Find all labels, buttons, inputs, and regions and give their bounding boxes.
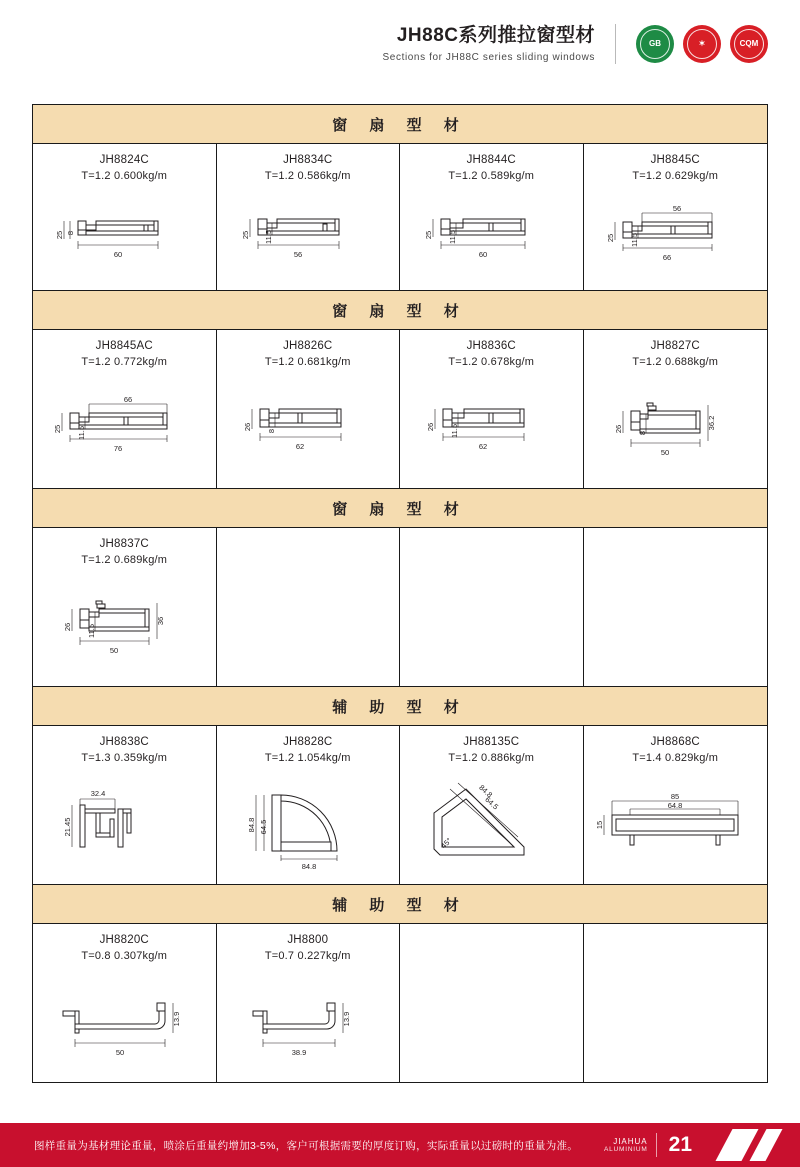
dim-width: 50: [110, 646, 119, 655]
profile-cell-jh8820c[interactable]: [33, 924, 217, 1082]
profile-spec: T=0.8 0.307kg/m: [81, 950, 168, 962]
profile-cell-jh88135c[interactable]: [400, 726, 584, 884]
profile-code: JH8845C: [650, 154, 700, 166]
dim-width: 60: [114, 250, 123, 259]
dim-width: 32.4: [90, 789, 106, 798]
dim-height2: 64.5: [258, 819, 268, 835]
dim-angle: 45°: [439, 836, 454, 851]
profile-code: JH8834C: [283, 154, 333, 166]
iso-certification-logo: ✶: [683, 25, 721, 63]
profile-code: JH8826C: [283, 340, 333, 352]
profile-figure: [221, 962, 396, 1076]
cqm-certification-logo: CQM: [730, 25, 768, 63]
dim-height: 26: [614, 424, 624, 434]
dim-height2: 11.5: [450, 423, 460, 439]
profile-spec: T=1.2 0.681kg/m: [264, 356, 351, 368]
certification-logos: [636, 25, 768, 63]
profile-figure: [404, 764, 579, 878]
dim-height: 13.9: [172, 1011, 182, 1027]
profile-cell-jh8824c[interactable]: [33, 144, 217, 290]
dim-width2: 64.8: [667, 801, 683, 810]
profile-figure: [37, 368, 212, 482]
brand-subtitle: ALUMINIUM: [603, 1145, 648, 1153]
page-title-cn: JH88C系列推拉窗型材: [396, 24, 595, 46]
dim-top-width: 56: [673, 204, 682, 213]
profile-figure: [37, 566, 212, 680]
dim-height2: 8: [266, 428, 276, 434]
profile-cell-empty-4: [400, 924, 584, 1082]
dim-width: 84.8: [301, 862, 317, 871]
profile-cell-jh8845ac[interactable]: [33, 330, 217, 488]
profile-sheet: [32, 104, 768, 1083]
profile-cell-jh8834c[interactable]: [217, 144, 401, 290]
profile-figure: [37, 962, 212, 1076]
dim-width: 62: [479, 442, 488, 451]
header-titles: [383, 25, 595, 64]
profile-cell-jh8837c[interactable]: [33, 528, 217, 686]
dim-height: 15: [595, 820, 605, 830]
dim-height2: 11.5: [77, 425, 87, 441]
profile-figure: [37, 764, 212, 878]
dim-height: 26: [242, 422, 252, 432]
profile-code: JH8868C: [650, 736, 700, 748]
dim-width: 50: [661, 448, 670, 457]
profile-spec: T=1.2 0.689kg/m: [81, 554, 168, 566]
profile-figure: [221, 368, 396, 482]
page-title-en: Sections for JH88C series sliding windows: [382, 52, 595, 64]
profile-cell-jh8844c[interactable]: [400, 144, 584, 290]
profile-spec: T=1.2 0.589kg/m: [448, 170, 535, 182]
dim-width: 56: [293, 250, 302, 259]
profile-row-3: [33, 528, 767, 686]
section-band-3: 窗 扇 型 材: [33, 488, 767, 528]
profile-row-1: [33, 144, 767, 290]
profile-spec: T=1.3 0.359kg/m: [81, 752, 168, 764]
profile-row-5: [33, 924, 767, 1082]
dim-width: 66: [663, 253, 672, 262]
profile-spec: T=1.2 0.688kg/m: [632, 356, 719, 368]
profile-cell-empty-5: [584, 924, 768, 1082]
footer-brand: [604, 1133, 714, 1157]
dim-height: 25: [606, 233, 616, 243]
page-header: [0, 0, 800, 92]
dim-top-width: 66: [124, 395, 133, 404]
gb-certification-logo: GB: [636, 25, 674, 63]
dim-height: 25: [55, 230, 65, 240]
profile-row-2: [33, 330, 767, 488]
dim-width2: 64.5: [483, 794, 501, 812]
profile-cell-jh8827c[interactable]: [584, 330, 768, 488]
profile-code: JH8827C: [650, 340, 700, 352]
profile-spec: T=1.2 0.772kg/m: [81, 356, 168, 368]
profile-code: JH8845AC: [95, 340, 153, 352]
dim-height2: 11.5: [263, 229, 273, 245]
dim-height: 21.45: [63, 817, 73, 837]
dim-height: 25: [53, 424, 63, 434]
profile-figure: [404, 368, 579, 482]
profile-spec: T=1.2 0.586kg/m: [264, 170, 351, 182]
dim-width: 84.8: [477, 782, 495, 800]
header-divider: [615, 24, 616, 64]
profile-spec: T=1.2 0.600kg/m: [81, 170, 168, 182]
brand-divider: [656, 1133, 657, 1157]
profile-spec: T=1.2 0.678kg/m: [448, 356, 535, 368]
dim-height2: 11.5: [448, 229, 458, 245]
profile-cell-jh8838c[interactable]: [33, 726, 217, 884]
page-footer: [0, 1123, 800, 1167]
profile-code: JH8838C: [99, 736, 149, 748]
dim-height2: 8: [66, 230, 76, 236]
footer-note: 图样重量为基材理论重量，喷涂后重量约增加3-5%，客户可根据需要的厚度订购，实际重量以过磅时的重量为准。: [34, 1139, 579, 1152]
dim-width: 62: [295, 442, 304, 451]
profile-cell-empty-1: [217, 528, 401, 686]
dim-height2: 8: [638, 430, 648, 436]
dim-height2: 11.5: [87, 623, 97, 639]
dim-right-height: 36: [156, 616, 166, 626]
brand-swoosh-icon: [714, 1123, 800, 1167]
profile-figure: [221, 182, 396, 284]
profile-cell-jh8845c[interactable]: [584, 144, 768, 290]
profile-code: JH8836C: [466, 340, 516, 352]
dim-width: 76: [114, 444, 123, 453]
section-band-1: 窗 扇 型 材: [33, 105, 767, 144]
profile-cell-empty-3: [584, 528, 768, 686]
dim-width: 85: [671, 792, 680, 801]
profile-cell-jh8836c[interactable]: [400, 330, 584, 488]
profile-spec: T=1.2 0.629kg/m: [632, 170, 719, 182]
profile-cell-jh8828c[interactable]: [217, 726, 401, 884]
profile-code: JH8844C: [466, 154, 516, 166]
profile-figure: [37, 182, 212, 284]
profile-cell-jh8826c[interactable]: [217, 330, 401, 488]
dim-height: 25: [424, 230, 434, 240]
section-band-4: 辅 助 型 材: [33, 686, 767, 726]
profile-figure: [588, 368, 764, 482]
profile-code: JH8824C: [99, 154, 149, 166]
profile-code: JH8837C: [99, 538, 149, 550]
profile-figure: [588, 764, 764, 878]
profile-cell-empty-2: [400, 528, 584, 686]
dim-height: 26: [63, 622, 73, 632]
profile-spec: T=1.2 0.886kg/m: [448, 752, 535, 764]
dim-right-height: 36.2: [707, 415, 717, 431]
page-number: 21: [668, 1133, 692, 1156]
profile-cell-jh8868c[interactable]: [584, 726, 768, 884]
profile-cell-jh8800[interactable]: [217, 924, 401, 1082]
profile-code: JH8800: [287, 934, 329, 946]
profile-code: JH8820C: [99, 934, 149, 946]
brand-name: JIAHUA: [613, 1136, 648, 1146]
profile-figure: [221, 764, 396, 878]
dim-width: 50: [116, 1048, 125, 1057]
profile-figure: [588, 182, 764, 284]
dim-height: 25: [240, 230, 250, 240]
dim-height: 84.8: [246, 817, 256, 833]
profile-spec: T=1.2 1.054kg/m: [264, 752, 351, 764]
profile-code: JH8828C: [283, 736, 333, 748]
profile-row-4: [33, 726, 767, 884]
dim-height2: 11.5: [630, 232, 640, 248]
profile-spec: T=1.4 0.829kg/m: [632, 752, 719, 764]
profile-figure: [404, 182, 579, 284]
profile-spec: T=0.7 0.227kg/m: [264, 950, 351, 962]
section-band-5: 辅 助 型 材: [33, 884, 767, 924]
profile-code: JH88135C: [463, 736, 520, 748]
dim-width: 60: [479, 250, 488, 259]
dim-width: 38.9: [291, 1048, 307, 1057]
dim-height: 26: [426, 422, 436, 432]
section-band-2: 窗 扇 型 材: [33, 290, 767, 330]
dim-height: 13.9: [341, 1011, 351, 1027]
